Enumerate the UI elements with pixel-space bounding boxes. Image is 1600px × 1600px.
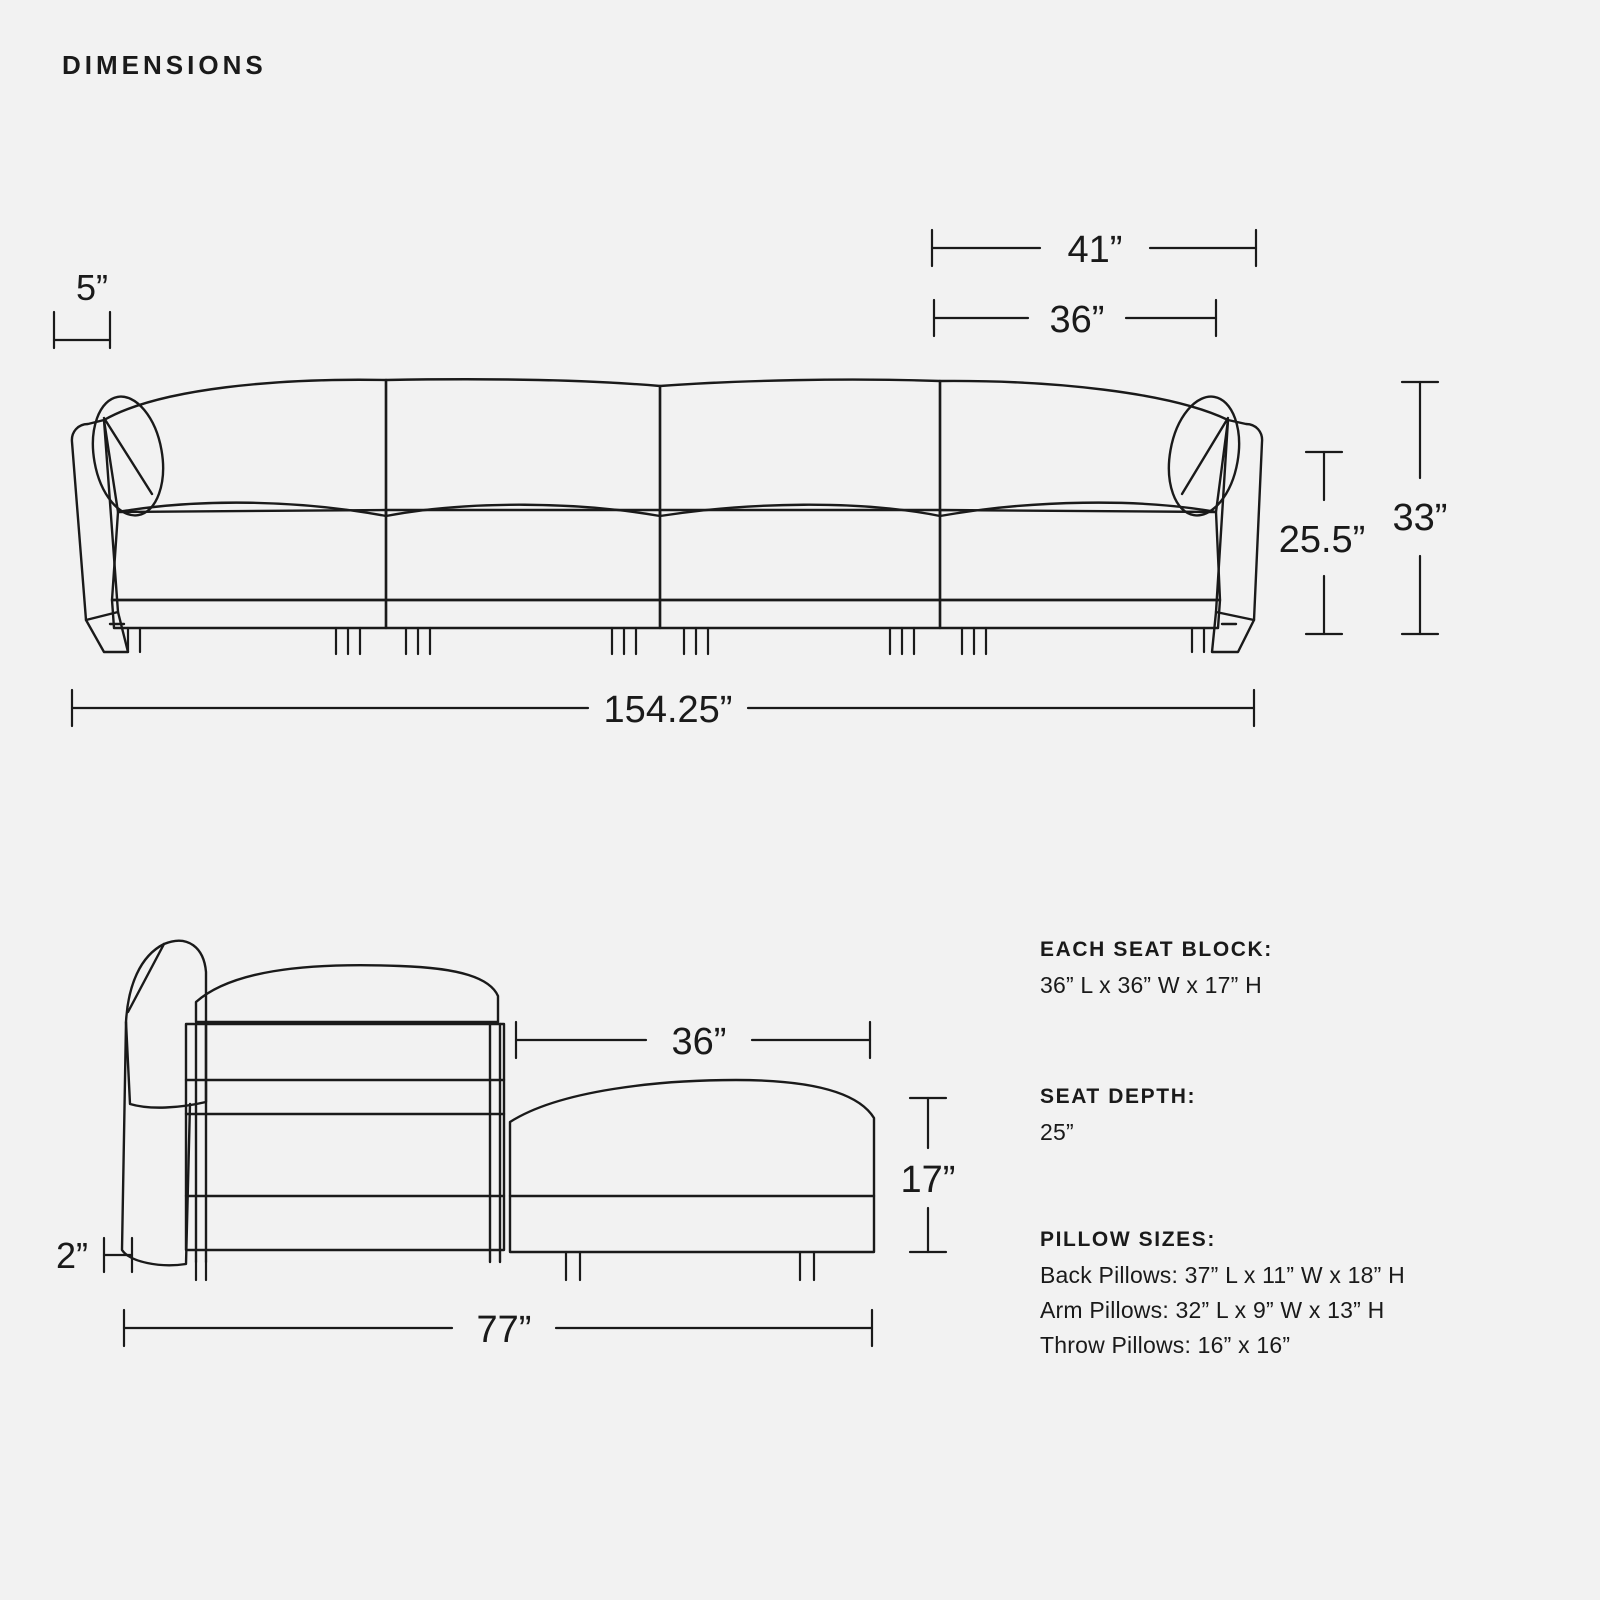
label-ottoman-length: 36” <box>671 1021 727 1063</box>
side-view-sofa <box>122 941 874 1280</box>
spec-heading: EACH SEAT BLOCK: <box>1040 938 1273 961</box>
label-cushion-width: 41” <box>1067 229 1123 271</box>
spec-line: Arm Pillows: 32” L x 9” W x 13” H <box>1040 1297 1385 1323</box>
label-arm-width: 5” <box>75 267 109 308</box>
spec-pillow-sizes <box>1040 1228 1405 1367</box>
side-view-dimensions <box>104 1022 946 1346</box>
spec-line: 36” L x 36” W x 17” H <box>1040 972 1262 998</box>
page-title: DIMENSIONS <box>62 50 267 80</box>
spec-heading: PILLOW SIZES: <box>1040 1228 1216 1251</box>
front-view-sofa <box>72 379 1262 654</box>
label-overall-depth: 77” <box>476 1309 532 1351</box>
spec-seat-depth <box>1040 1085 1196 1154</box>
spec-each-seat-block <box>1040 938 1273 1007</box>
label-seat-width: 36” <box>1049 299 1105 341</box>
spec-line: Back Pillows: 37” L x 11” W x 18” H <box>1040 1262 1405 1288</box>
label-overall-height: 33” <box>1392 497 1448 539</box>
label-seat-height: 17” <box>900 1159 956 1201</box>
label-seat-back-height: 25.5” <box>1278 519 1366 561</box>
label-base-height: 2” <box>55 1235 89 1276</box>
spec-line: 25” <box>1040 1119 1074 1145</box>
spec-line: Throw Pillows: 16” x 16” <box>1040 1332 1291 1358</box>
spec-heading: SEAT DEPTH: <box>1040 1085 1197 1108</box>
label-overall-width: 154.25” <box>603 689 733 731</box>
